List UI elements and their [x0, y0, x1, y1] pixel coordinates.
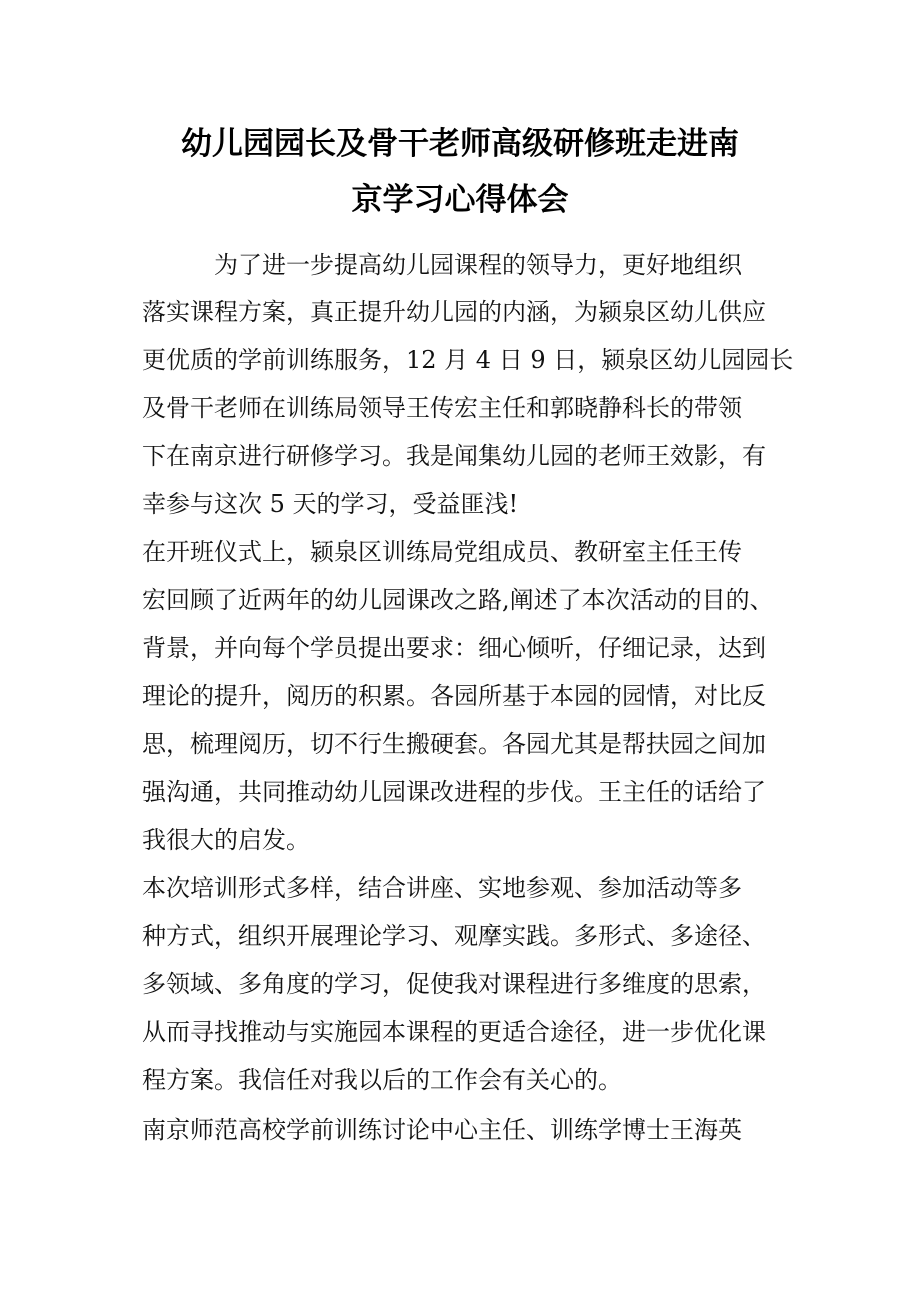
document-title-line-1: 幼儿园园长及骨干老师高级研修班走进南 — [181, 126, 739, 162]
paragraph-2-line-5: 思，梳理阅历，切不行生搬硬套。各园尤其是帮扶园之间加 — [142, 730, 766, 758]
paragraph-2-line-6: 强沟通，共同推动幼儿园课改进程的步伐。王主任的话给了 — [142, 778, 766, 806]
paragraph-1-line-6: 幸参与这次 5 天的学习，受益匪浅! — [142, 490, 519, 518]
paragraph-2-line-2: 宏回顾了近两年的幼儿园课改之路,阐述了本次活动的目的、 — [142, 586, 774, 614]
paragraph-2-line-1: 在开班仪式上，颍泉区训练局党组成员、教研室主任王传 — [142, 538, 742, 566]
paragraph-3-line-2: 种方式，组织开展理论学习、观摩实践。多形式、多途径、 — [142, 922, 766, 950]
paragraph-3-line-4: 从而寻找推动与实施园本课程的更适合途径，进一步优化课 — [142, 1018, 766, 1046]
paragraph-1-line-4: 及骨干老师在训练局领导王传宏主任和郭晓静科长的带领 — [142, 394, 742, 422]
paragraph-2-line-4: 理论的提升，阅历的积累。各园所基于本园的园情，对比反 — [142, 682, 766, 710]
paragraph-3-line-5: 程方案。我信任对我以后的工作会有关心的。 — [142, 1066, 622, 1094]
paragraph-2-line-7: 我很大的启发。 — [142, 826, 310, 854]
document-title-line-2: 京学习心得体会 — [351, 182, 569, 218]
paragraph-3-line-1: 本次培训形式多样，结合讲座、实地参观、参加活动等多 — [142, 874, 742, 902]
paragraph-2-line-3: 背景，并向每个学员提出要求：细心倾听，仔细记录，达到 — [142, 634, 766, 662]
paragraph-1-line-2: 落实课程方案，真正提升幼儿园的内涵，为颍泉区幼儿供应 — [142, 298, 766, 326]
paragraph-1-line-5: 下在南京进行研修学习。我是闻集幼儿园的老师王效影，有 — [142, 442, 766, 470]
paragraph-3-line-3: 多领域、多角度的学习，促使我对课程进行多维度的思索， — [142, 970, 766, 998]
paragraph-1-line-3: 更优质的学前训练服务，12 月 4 日 9 日，颍泉区幼儿园园长 — [142, 346, 794, 374]
paragraph-4-line-1: 南京师范高校学前训练讨论中心主任、训练学博士王海英 — [142, 1116, 742, 1144]
paragraph-1-line-1: 为了进一步提高幼儿园课程的领导力，更好地组织 — [142, 251, 742, 279]
